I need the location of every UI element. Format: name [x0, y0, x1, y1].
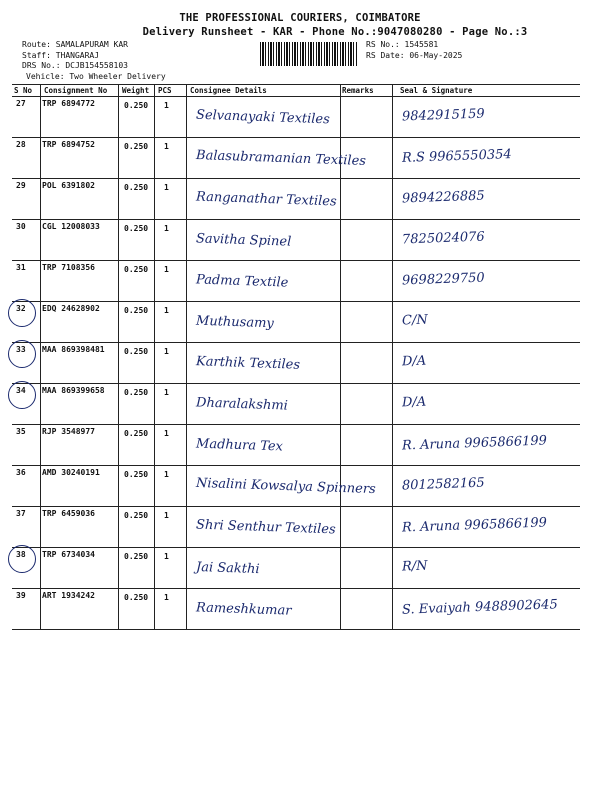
column-line [186, 84, 187, 629]
meta-right [366, 40, 462, 61]
row-consignee-name: Jai Sakthi [195, 559, 260, 578]
row-weight: 0.250 [124, 265, 149, 274]
col-pcs: PCS [158, 86, 172, 95]
row-consignment: TRP 6459036 [42, 509, 95, 518]
row-pcs: 1 [164, 306, 169, 315]
row-consignment: AMD 30240191 [42, 468, 100, 477]
row-weight: 0.250 [124, 347, 149, 356]
row-consignment: TRP 7108356 [42, 263, 95, 272]
row-weight: 0.250 [124, 224, 149, 233]
row-circle-mark [8, 545, 36, 573]
row-circle-mark [8, 340, 36, 368]
col-sno: S No [14, 86, 33, 95]
row-consignment: MAA 869399658 [42, 386, 105, 395]
row-circle-mark [8, 381, 36, 409]
row-signature: R.S 9965550354 [401, 147, 512, 166]
row-weight: 0.250 [124, 593, 149, 602]
meta-left [22, 40, 166, 82]
row-consignee-name: Muthusamy [195, 313, 274, 332]
row-consignment: EDQ 24628902 [42, 304, 100, 313]
row-line [12, 547, 580, 548]
row-consignee-name: Karthik Textiles [195, 354, 301, 373]
row-line [12, 424, 580, 425]
row-line [12, 588, 580, 589]
row-signature: R. Aruna 9965866199 [401, 433, 548, 454]
row-line [12, 506, 580, 507]
row-consignee-name: Savitha Spinel [195, 231, 292, 250]
row-signature: 9842915159 [401, 106, 485, 125]
col-weight: Weight [122, 86, 150, 95]
row-weight: 0.250 [124, 388, 149, 397]
row-sno: 32 [16, 304, 26, 313]
row-line [12, 260, 580, 261]
row-sno: 31 [16, 263, 26, 272]
row-weight: 0.250 [124, 511, 149, 520]
row-signature: 9698229750 [401, 270, 485, 289]
row-signature: 9894226885 [401, 188, 485, 207]
row-line [12, 383, 580, 384]
row-pcs: 1 [164, 552, 169, 561]
row-line [12, 342, 580, 343]
col-remarks: Remarks [342, 86, 374, 95]
drs-number: DRS No.: DCJB154558103 [22, 61, 128, 70]
row-weight: 0.250 [124, 306, 149, 315]
column-line [40, 84, 41, 629]
row-consignee-name: Madhura Tex [195, 436, 284, 455]
rs-date: RS Date: 06-May-2025 [366, 50, 463, 60]
rs-number: RS No.: 1545581 [366, 40, 439, 49]
barcode [260, 42, 358, 66]
row-weight: 0.250 [124, 429, 149, 438]
row-signature: D/A [401, 394, 427, 411]
row-consignee-name: Shri Senthur Textiles [195, 517, 336, 538]
row-pcs: 1 [164, 470, 169, 479]
row-consignee-name: Padma Textile [195, 272, 289, 291]
row-weight: 0.250 [124, 552, 149, 561]
vehicle: Vehicle: Two Wheeler Delivery [26, 71, 166, 81]
row-signature: R. Aruna 9965866199 [401, 515, 548, 536]
row-pcs: 1 [164, 347, 169, 356]
row-consignment: ART 1934242 [42, 591, 95, 600]
row-sno: 28 [16, 140, 26, 149]
col-seal: Seal & Signature [400, 86, 473, 95]
row-line [12, 178, 580, 179]
table-top-line [12, 84, 580, 85]
row-line [12, 219, 580, 220]
row-pcs: 1 [164, 388, 169, 397]
row-signature: 7825024076 [401, 229, 485, 248]
col-consignment: Consignment No [44, 86, 108, 95]
row-weight: 0.250 [124, 183, 149, 192]
row-pcs: 1 [164, 429, 169, 438]
row-sno: 37 [16, 509, 26, 518]
row-sno: 33 [16, 345, 26, 354]
row-consignment: TRP 6894752 [42, 140, 95, 149]
row-pcs: 1 [164, 224, 169, 233]
col-consignee: Consignee Details [190, 86, 267, 95]
row-consignee-name: Nisalini Kowsalya Spinners [195, 475, 376, 498]
row-sno: 38 [16, 550, 26, 559]
row-sno: 36 [16, 468, 26, 477]
row-consignment: TRP 6734034 [42, 550, 95, 559]
row-weight: 0.250 [124, 101, 149, 110]
header-bottom-line [12, 96, 580, 97]
row-sno: 27 [16, 99, 26, 108]
row-consignee-name: Balasubramanian Textiles [195, 148, 367, 169]
column-line [118, 84, 119, 629]
company-title: THE PROFESSIONAL COURIERS, COIMBATORE [179, 12, 421, 24]
row-pcs: 1 [164, 142, 169, 151]
runsheet-title: Delivery Runsheet - KAR - Phone No.:9047080280 - Page No.:3 [142, 26, 528, 38]
row-circle-mark [8, 299, 36, 327]
row-pcs: 1 [164, 593, 169, 602]
row-pcs: 1 [164, 183, 169, 192]
row-pcs: 1 [164, 265, 169, 274]
row-consignment: MAA 869398481 [42, 345, 105, 354]
row-consignee-name: Dharalakshmi [195, 395, 289, 414]
row-sno: 30 [16, 222, 26, 231]
row-pcs: 1 [164, 511, 169, 520]
row-signature: D/A [401, 353, 427, 370]
row-consignee-name: Selvanayaki Textiles [195, 107, 331, 128]
row-weight: 0.250 [124, 142, 149, 151]
row-consignee-name: Rameshkumar [195, 600, 292, 619]
row-consignment: POL 6391802 [42, 181, 95, 190]
row-weight: 0.250 [124, 470, 149, 479]
row-line [12, 629, 580, 630]
row-line [12, 465, 580, 466]
row-sno: 39 [16, 591, 26, 600]
row-sno: 34 [16, 386, 26, 395]
row-consignment: RJP 3548977 [42, 427, 95, 436]
row-consignment: CGL 12008033 [42, 222, 100, 231]
row-signature: C/N [401, 312, 428, 329]
row-line [12, 137, 580, 138]
row-line [12, 301, 580, 302]
row-sno: 35 [16, 427, 26, 436]
route: Route: SAMALAPURAM KAR [22, 40, 128, 49]
row-signature: S. Evaiyah 9488902645 [401, 597, 558, 618]
row-signature: 8012582165 [401, 475, 485, 494]
row-consignee-name: Ranganathar Textiles [195, 189, 337, 210]
row-pcs: 1 [164, 101, 169, 110]
row-consignment: TRP 6894772 [42, 99, 95, 108]
column-line [154, 84, 155, 629]
row-signature: R/N [401, 558, 428, 575]
runsheet-table [12, 84, 580, 636]
column-line [392, 84, 393, 629]
staff: Staff: THANGARAJ [22, 50, 100, 60]
row-sno: 29 [16, 181, 26, 190]
